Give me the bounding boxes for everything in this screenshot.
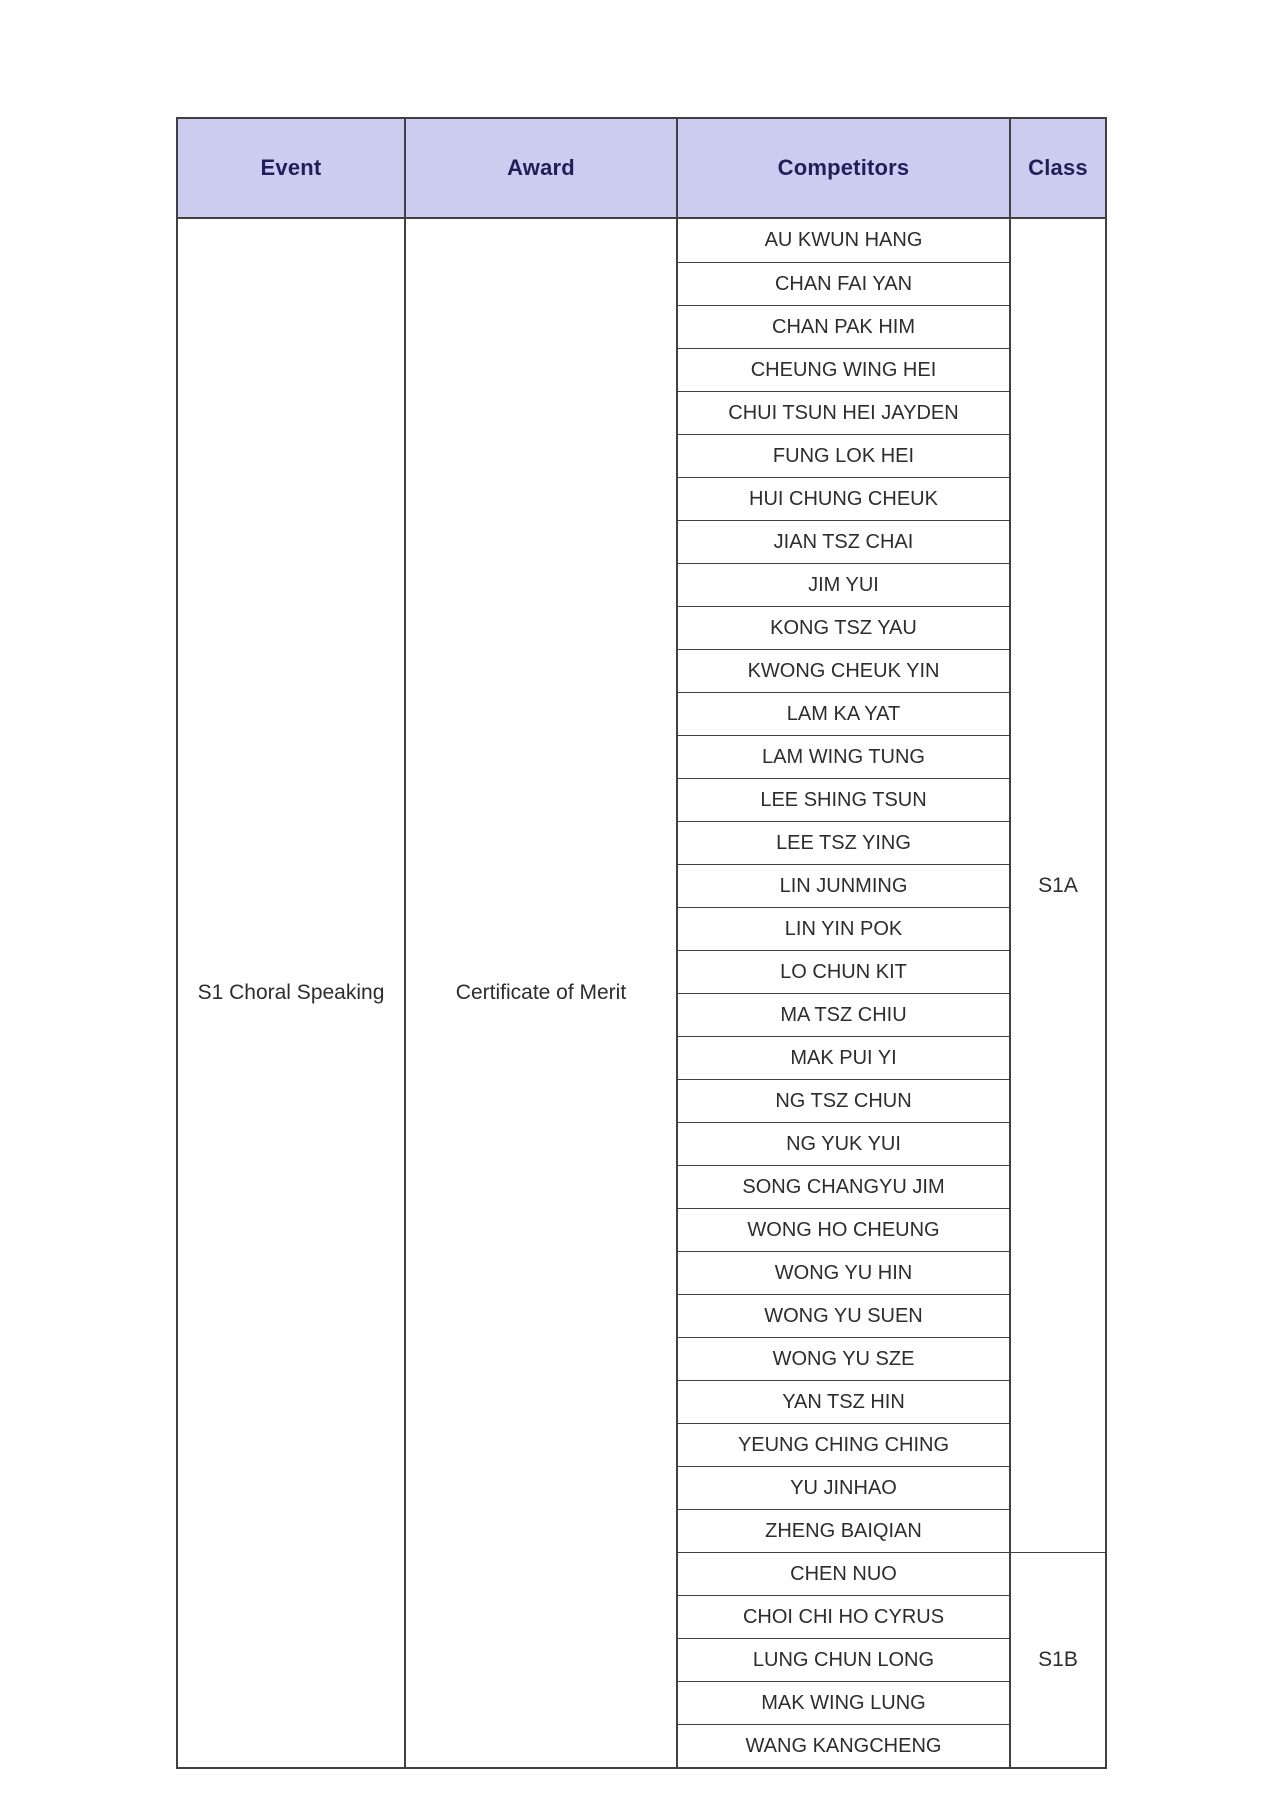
competitor-cell: LAM KA YAT xyxy=(678,692,1009,735)
competitor-cell: CHUI TSUN HEI JAYDEN xyxy=(678,391,1009,434)
competitor-cell: LAM WING TUNG xyxy=(678,735,1009,778)
competitor-cell: LO CHUN KIT xyxy=(678,950,1009,993)
competitor-cell: LUNG CHUN LONG xyxy=(678,1638,1009,1681)
class-cell-s1a: S1A xyxy=(1038,873,1078,897)
competitors-column xyxy=(676,219,1009,1767)
competitor-cell: CHAN PAK HIM xyxy=(678,305,1009,348)
competitor-cell: CHEUNG WING HEI xyxy=(678,348,1009,391)
competitor-cell: NG YUK YUI xyxy=(678,1122,1009,1165)
competitor-cell: SONG CHANGYU JIM xyxy=(678,1165,1009,1208)
competitors-list xyxy=(678,219,1009,1767)
competitor-cell: WONG YU SUEN xyxy=(678,1294,1009,1337)
competitor-cell: WONG YU SZE xyxy=(678,1337,1009,1380)
competitor-cell: MAK PUI YI xyxy=(678,1036,1009,1079)
event-cell: S1 Choral Speaking xyxy=(197,981,385,1004)
competitor-cell: HUI CHUNG CHEUK xyxy=(678,477,1009,520)
table-header-row xyxy=(178,119,1105,219)
column-header-class: Class xyxy=(1009,119,1105,217)
competitor-cell: JIAN TSZ CHAI xyxy=(678,520,1009,563)
competitor-cell: KWONG CHEUK YIN xyxy=(678,649,1009,692)
column-header-award: Award xyxy=(404,119,676,217)
award-cell: Certificate of Merit xyxy=(404,219,676,1767)
competitor-cell: WANG KANGCHENG xyxy=(678,1724,1009,1767)
competitor-cell: CHAN FAI YAN xyxy=(678,262,1009,305)
competitor-cell: YAN TSZ HIN xyxy=(678,1380,1009,1423)
competitor-cell: ZHENG BAIQIAN xyxy=(678,1509,1009,1552)
competitor-cell: NG TSZ CHUN xyxy=(678,1079,1009,1122)
competitor-cell: LIN JUNMING xyxy=(678,864,1009,907)
competitor-cell: WONG YU HIN xyxy=(678,1251,1009,1294)
class-cell-s1b: S1B xyxy=(1011,1552,1105,1767)
competitor-cell: MA TSZ CHIU xyxy=(678,993,1009,1036)
column-header-competitors: Competitors xyxy=(676,119,1009,217)
column-header-event: Event xyxy=(260,155,322,180)
competitor-cell: JIM YUI xyxy=(678,563,1009,606)
competitor-cell: CHOI CHI HO CYRUS xyxy=(678,1595,1009,1638)
awards-table xyxy=(176,117,1107,1769)
competitor-cell: KONG TSZ YAU xyxy=(678,606,1009,649)
competitor-cell: WONG HO CHEUNG xyxy=(678,1208,1009,1251)
competitor-cell: YU JINHAO xyxy=(678,1466,1009,1509)
competitor-cell: YEUNG CHING CHING xyxy=(678,1423,1009,1466)
competitor-cell: AU KWUN HANG xyxy=(764,229,923,251)
competitor-cell: LEE TSZ YING xyxy=(678,821,1009,864)
table-body xyxy=(178,219,1105,1767)
competitor-cell: LIN YIN POK xyxy=(678,907,1009,950)
competitor-cell: LEE SHING TSUN xyxy=(678,778,1009,821)
competitor-cell: FUNG LOK HEI xyxy=(678,434,1009,477)
competitor-cell: MAK WING LUNG xyxy=(678,1681,1009,1724)
competitor-cell: CHEN NUO xyxy=(678,1552,1009,1595)
class-column xyxy=(1009,219,1105,1767)
